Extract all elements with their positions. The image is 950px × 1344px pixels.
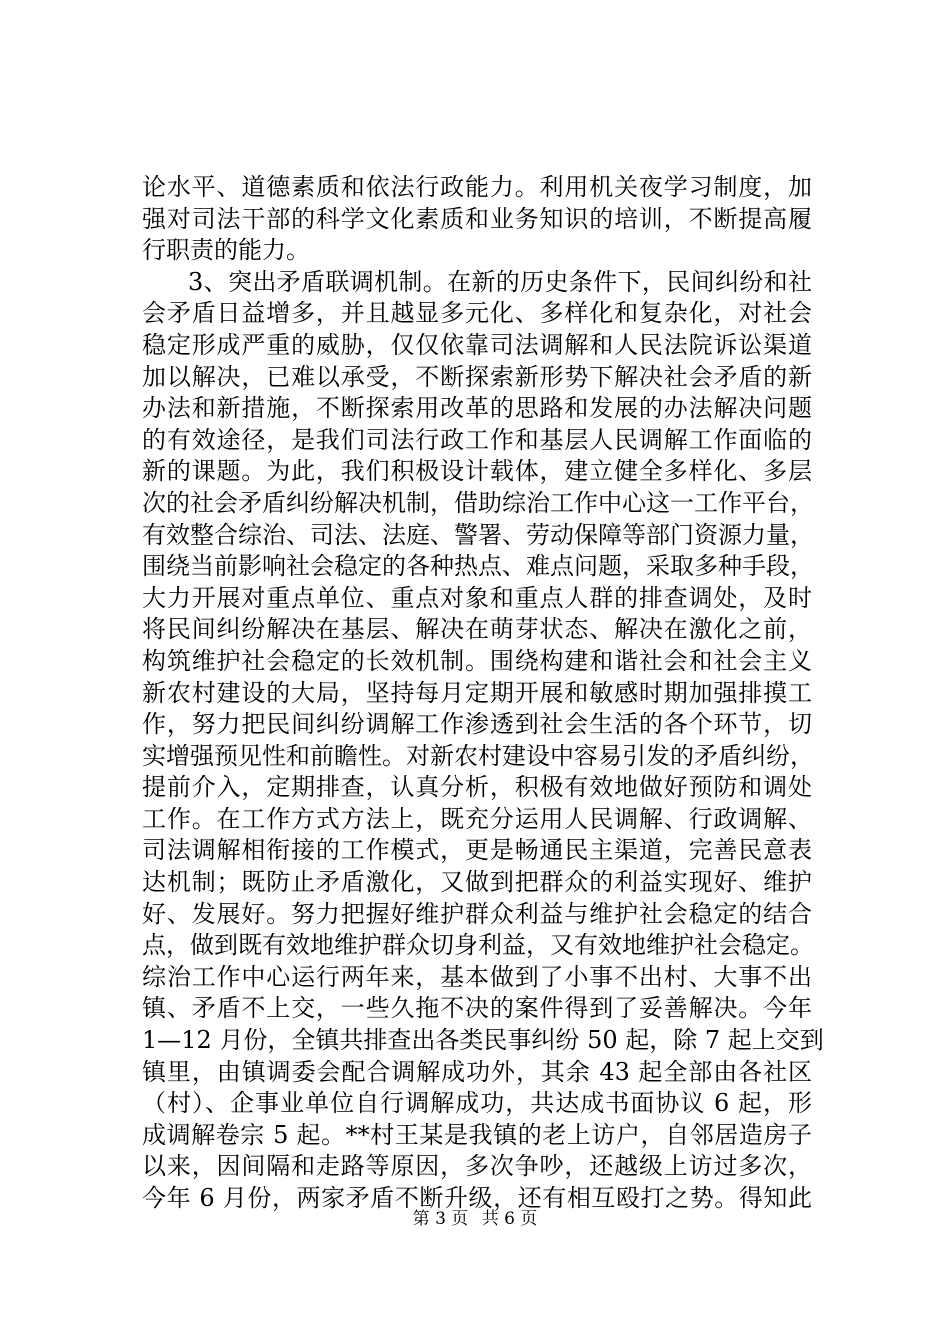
page-total: 共 6 页 [481,1209,538,1229]
text-line: 稳定形成严重的威胁，仅仅依靠司法调解和人民法院诉讼渠道 [142,330,812,359]
text-line: 将民间纠纷解决在基层、解决在萌芽状态、解决在激化之前， [142,615,812,644]
text-line: 今年 6 月份，两家矛盾不断升级，还有相互殴打之势。得知此 [142,1184,812,1212]
text-line: 综治工作中心运行两年来，基本做到了小事不出村、大事不出 [142,962,812,991]
text-line: 加以解决，已难以承受，不断探索新形势下解决社会矛盾的新 [142,362,812,391]
text-line: 点，做到既有效地维护群众切身利益，又有效地维护社会稳定。 [142,931,814,960]
text-line: 论水平、道德素质和依法行政能力。利用机关夜学习制度，加 [142,173,812,201]
text-line: 构筑维护社会稳定的长效机制。围绕构建和谐社会和社会主义 [142,646,812,675]
text-line: 提前介入，定期排查，认真分析，积极有效地做好预防和调处 [142,773,812,802]
text-line: 办法和新措施，不断探索用改革的思路和发展的办法解决问题 [142,394,812,423]
document-body [142,172,824,1215]
text-line: 围绕当前影响社会稳定的各种热点、难点问题，采取多种手段， [142,552,814,581]
text-line: 作，努力把民间纠纷调解工作渗透到社会生活的各个环节，切 [142,710,812,739]
text-line: 以来，因间隔和走路等原因，多次争吵，还越级上访过多次， [142,1152,812,1181]
text-line: 大力开展对重点单位、重点对象和重点人群的排查调处，及时 [142,583,812,612]
text-line: 成调解卷宗 5 起。**村王某是我镇的老上访户，自邻居造房子 [142,1120,812,1149]
text-line: 次的社会矛盾纠纷解决机制，借助综治工作中心这一工作平台， [142,488,814,517]
page-number: 第 3 页 [412,1209,469,1229]
text-line: 达机制；既防止矛盾激化，又做到把群众的利益实现好、维护 [142,868,812,897]
text-line: 实增强预见性和前瞻性。对新农村建设中容易引发的矛盾纠纷， [142,741,814,770]
text-line: 司法调解相衔接的工作模式，更是畅通民主渠道，完善民意表 [142,836,812,865]
page-footer [0,1208,950,1230]
text-line: 新农村建设的大局，坚持每月定期开展和敏感时期加强排摸工 [142,678,812,707]
text-line: 有效整合综治、司法、法庭、警署、劳动保障等部门资源力量， [142,520,814,549]
text-line: 好、发展好。努力把握好维护群众利益与维护社会稳定的结合 [142,899,812,928]
text-line: 会矛盾日益增多，并且越显多元化、多样化和复杂化，对社会 [142,299,812,328]
text-line: 镇里，由镇调委会配合调解成功外，其余 43 起全部由各社区 [142,1057,812,1086]
text-line: 3、突出矛盾联调机制。在新的历史条件下，民间纠纷和社 [188,267,812,296]
text-line: 的有效途径，是我们司法行政工作和基层人民调解工作面临的 [142,425,812,454]
text-line: 新的课题。为此，我们积极设计载体，建立健全多样化、多层 [142,457,812,486]
text-line: 工作。在工作方式方法上，既充分运用人民调解、行政调解、 [142,804,812,833]
text-line: （村）、企事业单位自行调解成功，共达成书面协议 6 起，形 [142,1089,812,1118]
text-line: 强对司法干部的科学文化素质和业务知识的培训，不断提高履 [142,204,812,233]
text-line: 1—12 月份，全镇共排查出各类民事纠纷 50 起，除 7 起上交到 [142,1026,824,1055]
text-line: 行职责的能力。 [142,236,310,265]
text-line: 镇、矛盾不上交，一些久拖不决的案件得到了妥善解决。今年 [142,994,812,1023]
